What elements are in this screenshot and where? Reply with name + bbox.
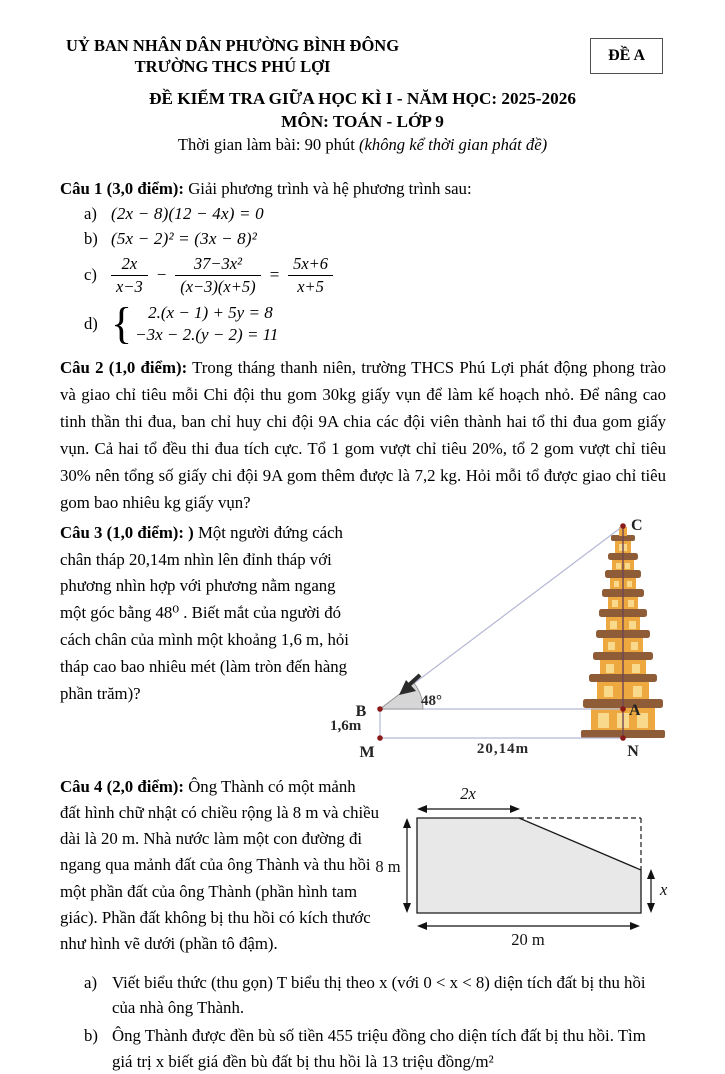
system-equation-1: 2.(x − 1) + 5y = 8 bbox=[148, 302, 273, 322]
question-4 bbox=[60, 774, 725, 957]
angle-wedge bbox=[380, 683, 423, 709]
question-2-text: Trong tháng thanh niên, trường THCS Phú Lợi phát động phong trào và giao chỉ tiêu mỗi Chi đội thu gom 30kg giấy vụn để làm kế hoạch nhỏ. Để nâng cao tinh thần thi đua, ban chỉ huy chi đội 9A chia các đội viên thành hai tổ thi đua gom giấy vụn. Cả hai tổ đều thi đua tích cực. Tổ 1 gom vượt chỉ tiêu 20%, tổ 2 gom vượt chỉ tiêu 30% nên tổng số giấy chi đội 9A gom thêm được là 7,2 kg. Hỏi mỗi tổ được giao chỉ tiêu gom bao nhiêu kg giấy vụn? bbox=[60, 358, 666, 512]
length-20m-label: 20 m bbox=[511, 929, 545, 949]
label-B: B bbox=[355, 702, 367, 720]
subitem-b bbox=[84, 1023, 666, 1073]
label-C: C bbox=[631, 516, 643, 534]
height-x-label: x bbox=[660, 879, 668, 899]
question-1-intro: Giải phương trình và hệ phương trình sau: bbox=[188, 178, 472, 198]
question-1c bbox=[84, 254, 725, 297]
question-1-label: Câu 1 (3,0 điểm): bbox=[60, 178, 184, 198]
arrowhead bbox=[647, 903, 655, 913]
arrowhead bbox=[630, 922, 640, 930]
arrowhead bbox=[403, 903, 411, 913]
arrowhead bbox=[417, 805, 427, 813]
question-4-paragraph bbox=[60, 774, 380, 957]
line-of-sight-BC bbox=[380, 526, 623, 709]
fraction-2-denominator: (x−3)(x+5) bbox=[180, 276, 256, 296]
question-2-label: Câu 2 (1,0 điểm): bbox=[60, 358, 188, 378]
question-1 bbox=[60, 178, 725, 349]
question-1b bbox=[84, 229, 725, 249]
eye-height-value: 1,6m bbox=[330, 717, 362, 734]
label-M: M bbox=[359, 743, 375, 761]
fraction-2 bbox=[175, 254, 260, 297]
org-line1: UỶ BAN NHÂN DÂN PHƯỜNG BÌNH ĐÔNG bbox=[66, 36, 400, 55]
equation-system bbox=[135, 302, 278, 347]
system-equation-2: −3x − 2.(y − 2) = 11 bbox=[135, 325, 279, 344]
angle-value: 48° bbox=[421, 692, 442, 709]
question-1d bbox=[84, 299, 725, 349]
question-3-text: Một người đứng cách chân tháp 20,14m nhìn lên đỉnh tháp với phương nhìn hợp với phương nằm ngang một góc bằng 48⁰ . Biết mắt của người đó cách chân của mình một khoảng 1,6 m, hỏi tháp cao bao nhiêu mét (làm tròn đến hàng phần trăm)? bbox=[60, 522, 349, 703]
arrowhead bbox=[510, 805, 520, 813]
width-2x-label: 2x bbox=[460, 783, 476, 803]
exam-title-block bbox=[0, 88, 725, 155]
land-plot-diagram bbox=[370, 778, 700, 956]
item-marker: a) bbox=[84, 973, 98, 993]
arrowhead bbox=[647, 869, 655, 879]
item-marker: a) bbox=[84, 203, 97, 223]
duration-note: (không kể thời gian phát đề) bbox=[359, 134, 548, 154]
point-C bbox=[620, 523, 626, 529]
org-line2: TRƯỜNG THCS PHÚ LỢI bbox=[134, 56, 331, 76]
question-3-label: Câu 3 (1,0 điểm): ) bbox=[60, 522, 194, 542]
item-marker: d) bbox=[84, 314, 98, 333]
fraction-1-denominator: x−3 bbox=[116, 276, 143, 296]
item-marker: c) bbox=[84, 265, 97, 285]
height-8m-label: 8 m bbox=[375, 856, 401, 876]
point-A bbox=[620, 706, 626, 712]
question-3-paragraph bbox=[60, 520, 360, 764]
subitem-b-text: Ông Thành được đền bù số tiền 455 triệu đồng cho diện tích đất bị thu hồi. Tìm giá trị x biết giá đền bù đất bị thu hồi là 13 triệu đồng/m² bbox=[112, 1026, 646, 1071]
question-4-label: Câu 4 (2,0 điểm): bbox=[60, 776, 184, 796]
duration-text: Thời gian làm bài: 90 phút bbox=[177, 134, 359, 154]
fraction-3 bbox=[288, 254, 333, 297]
equation-1b: (5x − 2)² = (3x − 8)² bbox=[111, 228, 258, 248]
arrowhead bbox=[417, 922, 427, 930]
page-header bbox=[0, 0, 725, 77]
system-brace: { bbox=[111, 299, 133, 349]
question-1-head bbox=[60, 179, 666, 199]
point-B bbox=[377, 706, 383, 712]
fraction-1-numerator: 2x bbox=[111, 254, 148, 276]
fraction-3-numerator: 5x+6 bbox=[288, 254, 333, 276]
subitem-a bbox=[84, 970, 666, 1020]
minus-operator: − bbox=[155, 265, 168, 285]
subitem-a-text: Viết biểu thức (thu gọn) T biểu thị theo x (với 0 < x < 8) diện tích đất bị thu hồi của nhà ông Thành. bbox=[112, 973, 646, 1018]
distance-value: 20,14m bbox=[476, 740, 530, 757]
question-2 bbox=[60, 355, 725, 516]
issuing-org bbox=[66, 36, 399, 77]
question-3 bbox=[60, 516, 725, 764]
item-marker: b) bbox=[84, 1026, 98, 1046]
arrowhead bbox=[403, 818, 411, 828]
fraction-2-numerator: 37−3x² bbox=[175, 254, 260, 276]
fraction-1 bbox=[111, 254, 148, 297]
question-4-subitems bbox=[84, 970, 666, 1074]
fraction-3-denominator: x+5 bbox=[297, 276, 324, 296]
question-1a bbox=[84, 204, 725, 224]
point-N bbox=[620, 735, 626, 741]
exam-duration bbox=[0, 135, 725, 155]
tower-diagram bbox=[325, 514, 710, 764]
exam-code-box: ĐỀ A bbox=[590, 38, 663, 74]
remaining-land-shape bbox=[417, 818, 641, 913]
point-M bbox=[377, 735, 383, 741]
equals-operator: = bbox=[268, 265, 281, 285]
exam-subject: MÔN: TOÁN - LỚP 9 bbox=[281, 111, 444, 131]
label-N: N bbox=[627, 742, 639, 760]
item-marker: b) bbox=[84, 228, 98, 248]
question-2-paragraph bbox=[60, 355, 666, 516]
exam-title: ĐỀ KIỂM TRA GIỮA HỌC KÌ I - NĂM HỌC: 2025-2026 bbox=[149, 89, 576, 109]
label-A: A bbox=[629, 701, 641, 719]
question-4-text: Ông Thành có một mảnh đất hình chữ nhật có chiều rộng là 8 m và chiều dài là 20 m. Nhà nước làm một con đường đi ngang qua mảnh đất của ông Thành và thu hồi một phần đất của ông Thành (phần hình tam giác). Phần đất không bị thu hồi có kích thước như hình vẽ dưới (phần tô đậm). bbox=[60, 776, 379, 953]
exam-body bbox=[0, 179, 725, 1074]
equation-1a: (2x − 8)(12 − 4x) = 0 bbox=[111, 203, 264, 223]
